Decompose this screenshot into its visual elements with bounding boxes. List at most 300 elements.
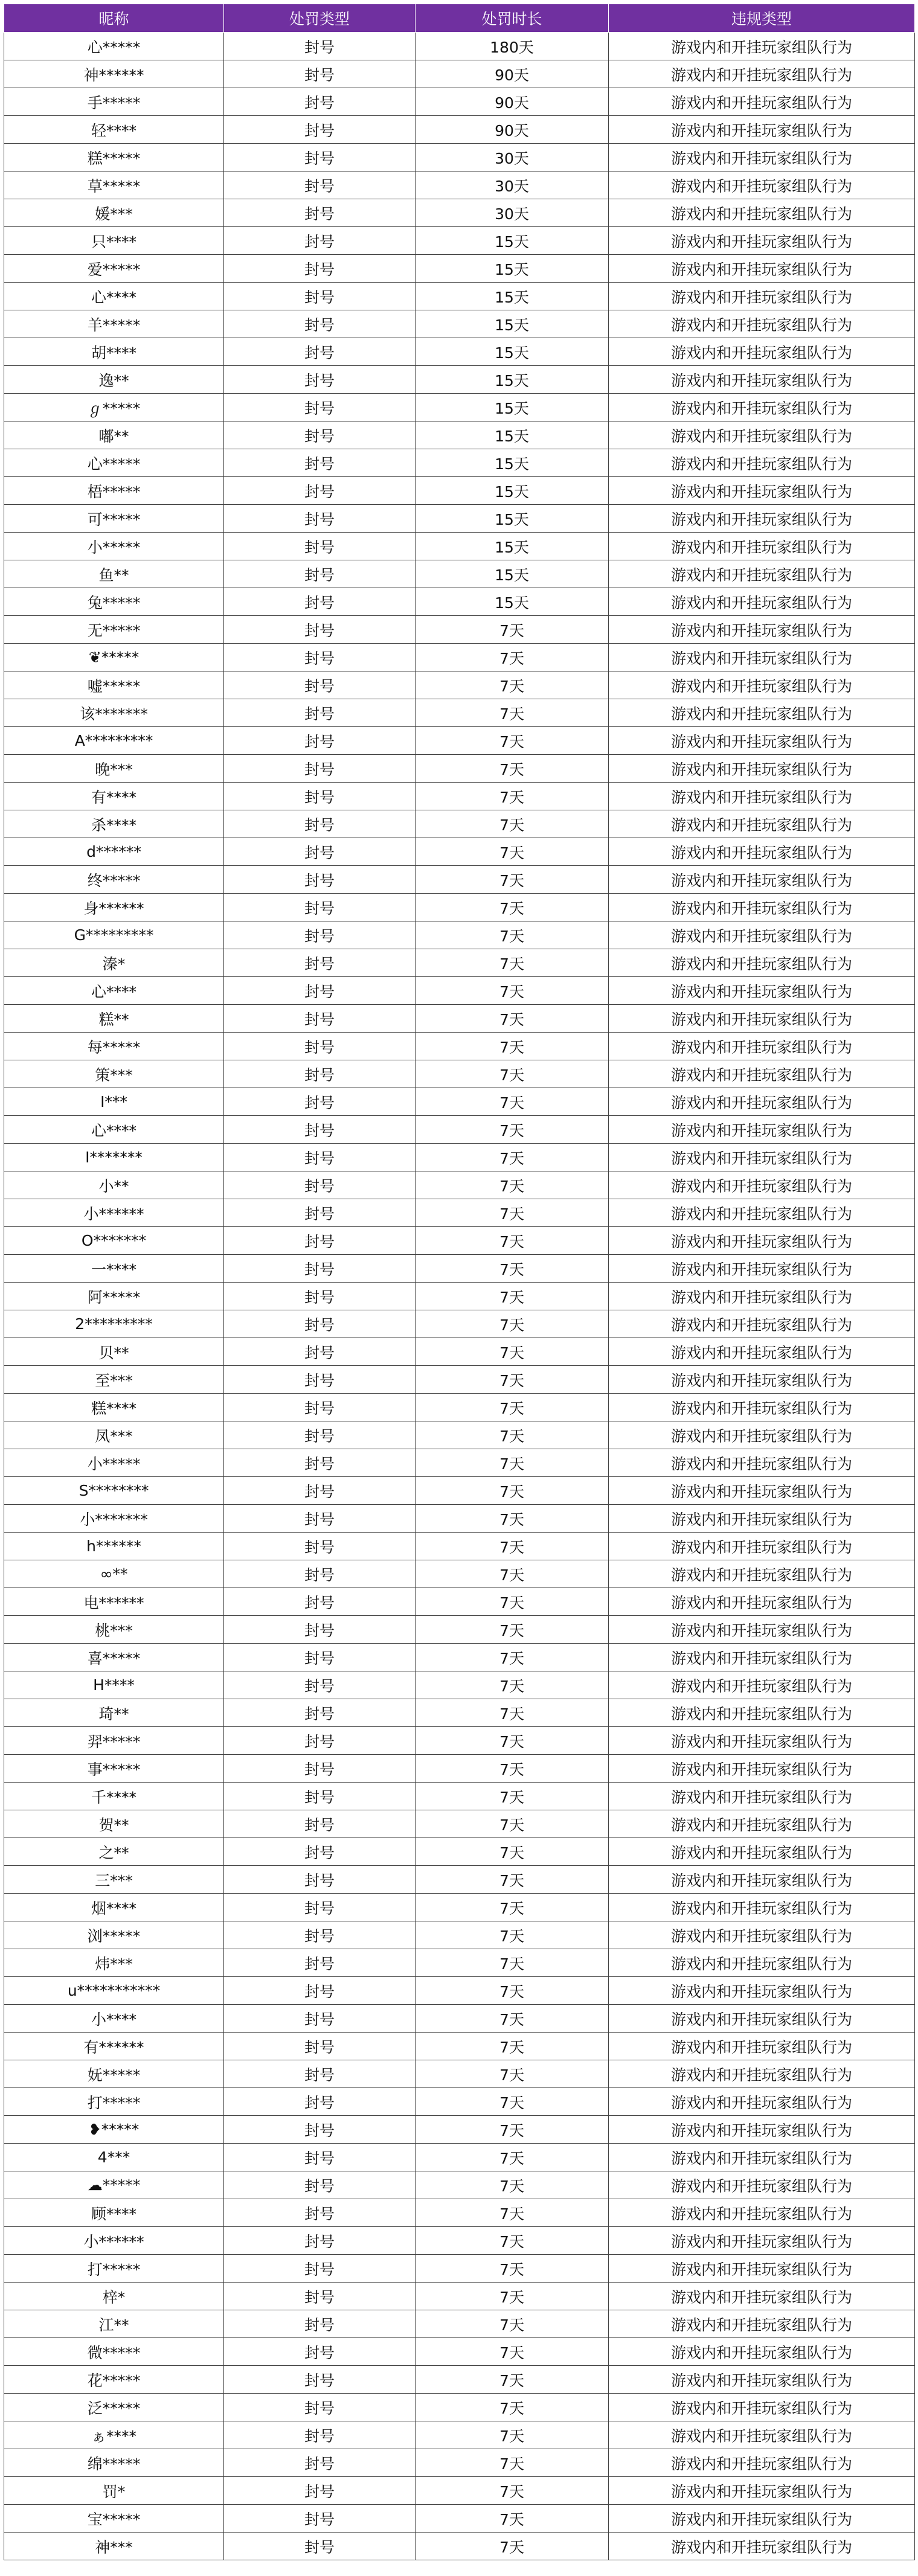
cell-nickname: ℊ***** (4, 394, 224, 421)
table-row (4, 1644, 915, 1671)
cell-penalty-duration: 7天 (416, 1255, 609, 1283)
table-row (4, 1449, 915, 1477)
cell-nickname: 身****** (4, 894, 224, 921)
cell-penalty-type: 封号 (224, 616, 416, 644)
table-row (4, 2144, 915, 2171)
cell-penalty-duration: 7天 (416, 2255, 609, 2283)
table-row (4, 1533, 915, 1560)
cell-penalty-type: 封号 (224, 671, 416, 699)
cell-violation-type: 游戏内和开挂玩家组队行为 (609, 255, 915, 283)
cell-penalty-duration: 15天 (416, 338, 609, 366)
cell-penalty-type: 封号 (224, 2005, 416, 2033)
cell-penalty-type: 封号 (224, 866, 416, 894)
cell-nickname: 溱* (4, 949, 224, 977)
cell-violation-type: 游戏内和开挂玩家组队行为 (609, 1588, 915, 1616)
table-row (4, 588, 915, 616)
table-row (4, 2199, 915, 2227)
cell-nickname: 4*** (4, 2144, 224, 2171)
table-row (4, 310, 915, 338)
cell-violation-type: 游戏内和开挂玩家组队行为 (609, 2088, 915, 2116)
cell-nickname: 羊***** (4, 310, 224, 338)
cell-violation-type: 游戏内和开挂玩家组队行为 (609, 1033, 915, 1060)
table-row (4, 727, 915, 755)
cell-penalty-duration: 7天 (416, 2421, 609, 2449)
cell-violation-type: 游戏内和开挂玩家组队行为 (609, 2144, 915, 2171)
cell-penalty-type: 封号 (224, 2505, 416, 2533)
table-row (4, 1894, 915, 1921)
table-row (4, 505, 915, 533)
cell-penalty-duration: 7天 (416, 1616, 609, 1644)
cell-penalty-type: 封号 (224, 449, 416, 477)
cell-violation-type: 游戏内和开挂玩家组队行为 (609, 1921, 915, 1949)
cell-nickname: 逸** (4, 366, 224, 394)
table-row (4, 1338, 915, 1366)
cell-violation-type: 游戏内和开挂玩家组队行为 (609, 1227, 915, 1255)
cell-penalty-type: 封号 (224, 1755, 416, 1783)
cell-penalty-type: 封号 (224, 1560, 416, 1588)
cell-penalty-duration: 90天 (416, 88, 609, 116)
cell-penalty-type: 封号 (224, 1283, 416, 1310)
cell-violation-type: 游戏内和开挂玩家组队行为 (609, 2227, 915, 2255)
table-row (4, 949, 915, 977)
cell-violation-type: 游戏内和开挂玩家组队行为 (609, 838, 915, 866)
cell-violation-type: 游戏内和开挂玩家组队行为 (609, 1116, 915, 1144)
cell-nickname: u*********** (4, 1977, 224, 2005)
cell-violation-type: 游戏内和开挂玩家组队行为 (609, 1171, 915, 1199)
cell-penalty-type: 封号 (224, 2338, 416, 2366)
cell-penalty-type: 封号 (224, 33, 416, 60)
cell-nickname: 江** (4, 2310, 224, 2338)
cell-penalty-type: 封号 (224, 1783, 416, 1810)
cell-violation-type: 游戏内和开挂玩家组队行为 (609, 1421, 915, 1449)
header-penalty-type: 处罚类型 (224, 4, 416, 33)
cell-violation-type: 游戏内和开挂玩家组队行为 (609, 2060, 915, 2088)
cell-violation-type: 游戏内和开挂玩家组队行为 (609, 505, 915, 533)
cell-penalty-duration: 7天 (416, 1505, 609, 1533)
cell-violation-type: 游戏内和开挂玩家组队行为 (609, 755, 915, 783)
cell-penalty-duration: 7天 (416, 1227, 609, 1255)
cell-penalty-type: 封号 (224, 310, 416, 338)
cell-penalty-type: 封号 (224, 2421, 416, 2449)
cell-penalty-duration: 15天 (416, 283, 609, 310)
cell-violation-type: 游戏内和开挂玩家组队行为 (609, 2199, 915, 2227)
table-row (4, 2338, 915, 2366)
cell-violation-type: 游戏内和开挂玩家组队行为 (609, 1644, 915, 1671)
cell-nickname: 妩***** (4, 2060, 224, 2088)
table-row (4, 2060, 915, 2088)
cell-violation-type: 游戏内和开挂玩家组队行为 (609, 421, 915, 449)
table-row (4, 1088, 915, 1116)
table-row (4, 2310, 915, 2338)
cell-violation-type: 游戏内和开挂玩家组队行为 (609, 2116, 915, 2144)
cell-violation-type: 游戏内和开挂玩家组队行为 (609, 1671, 915, 1699)
cell-nickname: 心***** (4, 449, 224, 477)
cell-penalty-duration: 15天 (416, 255, 609, 283)
cell-penalty-duration: 7天 (416, 2116, 609, 2144)
table-row (4, 477, 915, 505)
cell-penalty-duration: 7天 (416, 1421, 609, 1449)
cell-violation-type: 游戏内和开挂玩家组队行为 (609, 60, 915, 88)
cell-penalty-duration: 7天 (416, 2227, 609, 2255)
cell-penalty-duration: 7天 (416, 1060, 609, 1088)
cell-nickname: ❥***** (4, 2116, 224, 2144)
cell-penalty-duration: 7天 (416, 1949, 609, 1977)
cell-nickname: A********* (4, 727, 224, 755)
table-row (4, 671, 915, 699)
table-row (4, 1810, 915, 1838)
cell-penalty-duration: 15天 (416, 421, 609, 449)
cell-violation-type: 游戏内和开挂玩家组队行为 (609, 1060, 915, 1088)
cell-penalty-type: 封号 (224, 2283, 416, 2310)
cell-nickname: 喜***** (4, 1644, 224, 1671)
table-row (4, 1394, 915, 1421)
cell-penalty-type: 封号 (224, 505, 416, 533)
cell-violation-type: 游戏内和开挂玩家组队行为 (609, 2421, 915, 2449)
cell-penalty-duration: 7天 (416, 1894, 609, 1921)
cell-penalty-duration: 7天 (416, 1005, 609, 1033)
cell-nickname: 浏***** (4, 1921, 224, 1949)
cell-penalty-type: 封号 (224, 2394, 416, 2421)
cell-penalty-duration: 15天 (416, 310, 609, 338)
header-nickname: 昵称 (4, 4, 224, 33)
cell-nickname: 每***** (4, 1033, 224, 1060)
cell-penalty-type: 封号 (224, 255, 416, 283)
cell-penalty-duration: 7天 (416, 644, 609, 671)
cell-penalty-type: 封号 (224, 144, 416, 171)
table-row (4, 255, 915, 283)
cell-penalty-type: 封号 (224, 1616, 416, 1644)
cell-violation-type: 游戏内和开挂玩家组队行为 (609, 1477, 915, 1505)
cell-penalty-type: 封号 (224, 421, 416, 449)
cell-nickname: 泛***** (4, 2394, 224, 2421)
table-row (4, 449, 915, 477)
cell-penalty-duration: 7天 (416, 2033, 609, 2060)
table-row (4, 810, 915, 838)
cell-nickname: d****** (4, 838, 224, 866)
cell-nickname: 草***** (4, 171, 224, 199)
cell-nickname: 小******* (4, 1505, 224, 1533)
cell-nickname: 嘟** (4, 421, 224, 449)
cell-violation-type: 游戏内和开挂玩家组队行为 (609, 533, 915, 560)
cell-penalty-type: 封号 (224, 1088, 416, 1116)
cell-penalty-type: 封号 (224, 2255, 416, 2283)
cell-violation-type: 游戏内和开挂玩家组队行为 (609, 1866, 915, 1894)
cell-penalty-type: 封号 (224, 1894, 416, 1921)
cell-nickname: 小** (4, 1171, 224, 1199)
table-row (4, 533, 915, 560)
table-row (4, 2366, 915, 2394)
table-row (4, 1116, 915, 1144)
cell-violation-type: 游戏内和开挂玩家组队行为 (609, 116, 915, 144)
table-row (4, 1005, 915, 1033)
cell-violation-type: 游戏内和开挂玩家组队行为 (609, 1088, 915, 1116)
cell-violation-type: 游戏内和开挂玩家组队行为 (609, 1810, 915, 1838)
table-row (4, 1199, 915, 1227)
table-row (4, 1144, 915, 1171)
cell-violation-type: 游戏内和开挂玩家组队行为 (609, 949, 915, 977)
cell-penalty-duration: 7天 (416, 1477, 609, 1505)
cell-penalty-type: 封号 (224, 2171, 416, 2199)
cell-penalty-duration: 7天 (416, 783, 609, 810)
cell-penalty-duration: 7天 (416, 1283, 609, 1310)
cell-violation-type: 游戏内和开挂玩家组队行为 (609, 1283, 915, 1310)
cell-penalty-duration: 7天 (416, 1394, 609, 1421)
cell-violation-type: 游戏内和开挂玩家组队行为 (609, 866, 915, 894)
cell-penalty-type: 封号 (224, 1838, 416, 1866)
table-row (4, 1171, 915, 1199)
cell-penalty-duration: 7天 (416, 977, 609, 1005)
table-row (4, 1838, 915, 1866)
table-row (4, 2394, 915, 2421)
cell-penalty-type: 封号 (224, 1227, 416, 1255)
cell-penalty-type: 封号 (224, 171, 416, 199)
cell-penalty-type: 封号 (224, 699, 416, 727)
cell-nickname: 心***** (4, 33, 224, 60)
cell-penalty-type: 封号 (224, 2310, 416, 2338)
cell-penalty-type: 封号 (224, 1866, 416, 1894)
table-row (4, 1033, 915, 1060)
cell-penalty-type: 封号 (224, 60, 416, 88)
cell-penalty-duration: 15天 (416, 477, 609, 505)
cell-nickname: 事***** (4, 1755, 224, 1783)
cell-violation-type: 游戏内和开挂玩家组队行为 (609, 1560, 915, 1588)
table-row (4, 338, 915, 366)
cell-penalty-duration: 7天 (416, 810, 609, 838)
cell-penalty-duration: 7天 (416, 671, 609, 699)
cell-penalty-type: 封号 (224, 2088, 416, 2116)
table-row (4, 394, 915, 421)
cell-penalty-duration: 7天 (416, 2005, 609, 2033)
table-row (4, 2283, 915, 2310)
table-row (4, 1977, 915, 2005)
cell-nickname: 策*** (4, 1060, 224, 1088)
cell-violation-type: 游戏内和开挂玩家组队行为 (609, 449, 915, 477)
cell-nickname: G********* (4, 921, 224, 949)
cell-nickname: 可***** (4, 505, 224, 533)
cell-penalty-type: 封号 (224, 838, 416, 866)
cell-nickname: O******* (4, 1227, 224, 1255)
cell-violation-type: 游戏内和开挂玩家组队行为 (609, 144, 915, 171)
cell-violation-type: 游戏内和开挂玩家组队行为 (609, 2005, 915, 2033)
cell-penalty-type: 封号 (224, 199, 416, 227)
table-row (4, 421, 915, 449)
cell-penalty-duration: 7天 (416, 755, 609, 783)
cell-penalty-duration: 15天 (416, 449, 609, 477)
cell-nickname: 绵***** (4, 2449, 224, 2477)
cell-violation-type: 游戏内和开挂玩家组队行为 (609, 616, 915, 644)
table-row (4, 1255, 915, 1283)
cell-violation-type: 游戏内和开挂玩家组队行为 (609, 1310, 915, 1338)
cell-penalty-type: 封号 (224, 2033, 416, 2060)
cell-penalty-duration: 7天 (416, 2060, 609, 2088)
table-row (4, 366, 915, 394)
cell-violation-type: 游戏内和开挂玩家组队行为 (609, 1449, 915, 1477)
table-row (4, 144, 915, 171)
cell-penalty-type: 封号 (224, 1171, 416, 1199)
cell-nickname: 杀**** (4, 810, 224, 838)
table-row (4, 60, 915, 88)
cell-violation-type: 游戏内和开挂玩家组队行为 (609, 810, 915, 838)
cell-nickname: 桃*** (4, 1616, 224, 1644)
cell-penalty-type: 封号 (224, 755, 416, 783)
cell-violation-type: 游戏内和开挂玩家组队行为 (609, 310, 915, 338)
cell-violation-type: 游戏内和开挂玩家组队行为 (609, 977, 915, 1005)
table-row (4, 838, 915, 866)
table-body (4, 33, 915, 2560)
cell-penalty-type: 封号 (224, 1505, 416, 1533)
cell-penalty-type: 封号 (224, 977, 416, 1005)
cell-penalty-duration: 7天 (416, 1171, 609, 1199)
cell-nickname: 顾**** (4, 2199, 224, 2227)
cell-penalty-type: 封号 (224, 1449, 416, 1477)
cell-nickname: 嘘***** (4, 671, 224, 699)
cell-penalty-duration: 7天 (416, 2088, 609, 2116)
cell-penalty-duration: 7天 (416, 2338, 609, 2366)
cell-nickname: 梓* (4, 2283, 224, 2310)
cell-penalty-type: 封号 (224, 477, 416, 505)
cell-penalty-type: 封号 (224, 560, 416, 588)
cell-penalty-type: 封号 (224, 1199, 416, 1227)
cell-nickname: 花***** (4, 2366, 224, 2394)
cell-nickname: 心**** (4, 283, 224, 310)
cell-penalty-type: 封号 (224, 283, 416, 310)
cell-penalty-duration: 7天 (416, 1366, 609, 1394)
table-row (4, 1616, 915, 1644)
cell-penalty-duration: 7天 (416, 2505, 609, 2533)
cell-penalty-type: 封号 (224, 949, 416, 977)
cell-violation-type: 游戏内和开挂玩家组队行为 (609, 1949, 915, 1977)
cell-penalty-duration: 15天 (416, 366, 609, 394)
cell-penalty-type: 封号 (224, 644, 416, 671)
cell-violation-type: 游戏内和开挂玩家组队行为 (609, 727, 915, 755)
cell-penalty-type: 封号 (224, 588, 416, 616)
table-row (4, 2533, 915, 2560)
cell-violation-type: 游戏内和开挂玩家组队行为 (609, 33, 915, 60)
cell-penalty-type: 封号 (224, 1310, 416, 1338)
cell-penalty-duration: 7天 (416, 1671, 609, 1699)
cell-nickname: I*** (4, 1088, 224, 1116)
header-violation-type: 违规类型 (609, 4, 915, 33)
cell-nickname: ❦***** (4, 644, 224, 671)
cell-penalty-duration: 7天 (416, 1644, 609, 1671)
cell-penalty-duration: 7天 (416, 1810, 609, 1838)
cell-nickname: 之** (4, 1838, 224, 1866)
cell-nickname: 凤*** (4, 1421, 224, 1449)
table-row (4, 699, 915, 727)
cell-violation-type: 游戏内和开挂玩家组队行为 (609, 2338, 915, 2366)
cell-violation-type: 游戏内和开挂玩家组队行为 (609, 477, 915, 505)
cell-violation-type: 游戏内和开挂玩家组队行为 (609, 199, 915, 227)
penalty-table (4, 4, 915, 2560)
cell-penalty-duration: 7天 (416, 727, 609, 755)
cell-penalty-type: 封号 (224, 1421, 416, 1449)
cell-nickname: 琦** (4, 1699, 224, 1727)
table-row (4, 2505, 915, 2533)
cell-nickname: H**** (4, 1671, 224, 1699)
table-row (4, 1866, 915, 1894)
cell-violation-type: 游戏内和开挂玩家组队行为 (609, 1366, 915, 1394)
cell-penalty-duration: 7天 (416, 866, 609, 894)
cell-violation-type: 游戏内和开挂玩家组队行为 (609, 2449, 915, 2477)
cell-penalty-type: 封号 (224, 1644, 416, 1671)
cell-penalty-duration: 7天 (416, 949, 609, 977)
cell-nickname: 糕**** (4, 1394, 224, 1421)
cell-nickname: 小***** (4, 1449, 224, 1477)
cell-penalty-duration: 15天 (416, 560, 609, 588)
cell-violation-type: 游戏内和开挂玩家组队行为 (609, 921, 915, 949)
cell-penalty-duration: 7天 (416, 616, 609, 644)
table-row (4, 2171, 915, 2199)
cell-nickname: ぁ**** (4, 2421, 224, 2449)
cell-nickname: 贝** (4, 1338, 224, 1366)
cell-nickname: 小****** (4, 1199, 224, 1227)
header-row (4, 4, 915, 33)
cell-penalty-duration: 7天 (416, 894, 609, 921)
cell-nickname: 打***** (4, 2255, 224, 2283)
table-row (4, 1949, 915, 1977)
cell-nickname: 微***** (4, 2338, 224, 2366)
cell-violation-type: 游戏内和开挂玩家组队行为 (609, 366, 915, 394)
cell-penalty-duration: 7天 (416, 2366, 609, 2394)
cell-violation-type: 游戏内和开挂玩家组队行为 (609, 1977, 915, 2005)
cell-nickname: ☁***** (4, 2171, 224, 2199)
cell-violation-type: 游戏内和开挂玩家组队行为 (609, 1394, 915, 1421)
cell-nickname: 该******* (4, 699, 224, 727)
cell-penalty-type: 封号 (224, 227, 416, 255)
cell-violation-type: 游戏内和开挂玩家组队行为 (609, 699, 915, 727)
table-row (4, 2421, 915, 2449)
cell-penalty-duration: 7天 (416, 1783, 609, 1810)
cell-penalty-type: 封号 (224, 2477, 416, 2505)
cell-penalty-type: 封号 (224, 2533, 416, 2560)
cell-nickname: 只**** (4, 227, 224, 255)
table-row (4, 1921, 915, 1949)
cell-penalty-duration: 15天 (416, 505, 609, 533)
cell-violation-type: 游戏内和开挂玩家组队行为 (609, 783, 915, 810)
cell-penalty-type: 封号 (224, 394, 416, 421)
cell-penalty-type: 封号 (224, 1255, 416, 1283)
table-row (4, 2449, 915, 2477)
cell-penalty-duration: 7天 (416, 1533, 609, 1560)
cell-penalty-duration: 7天 (416, 2310, 609, 2338)
cell-penalty-type: 封号 (224, 1699, 416, 1727)
table-row (4, 1477, 915, 1505)
table-row (4, 1727, 915, 1755)
cell-nickname: 心**** (4, 977, 224, 1005)
cell-violation-type: 游戏内和开挂玩家组队行为 (609, 2366, 915, 2394)
cell-violation-type: 游戏内和开挂玩家组队行为 (609, 1255, 915, 1283)
cell-violation-type: 游戏内和开挂玩家组队行为 (609, 894, 915, 921)
cell-violation-type: 游戏内和开挂玩家组队行为 (609, 1005, 915, 1033)
cell-penalty-type: 封号 (224, 921, 416, 949)
table-row (4, 1671, 915, 1699)
cell-nickname: 电****** (4, 1588, 224, 1616)
table-row (4, 1755, 915, 1783)
cell-violation-type: 游戏内和开挂玩家组队行为 (609, 283, 915, 310)
cell-nickname: 打***** (4, 2088, 224, 2116)
cell-penalty-duration: 15天 (416, 588, 609, 616)
table-row (4, 1060, 915, 1088)
cell-nickname: h****** (4, 1533, 224, 1560)
cell-penalty-duration: 7天 (416, 1310, 609, 1338)
cell-penalty-type: 封号 (224, 1588, 416, 1616)
cell-nickname: I******* (4, 1144, 224, 1171)
cell-nickname: 兔***** (4, 588, 224, 616)
table-row (4, 88, 915, 116)
cell-penalty-duration: 15天 (416, 227, 609, 255)
cell-penalty-type: 封号 (224, 727, 416, 755)
cell-violation-type: 游戏内和开挂玩家组队行为 (609, 2533, 915, 2560)
